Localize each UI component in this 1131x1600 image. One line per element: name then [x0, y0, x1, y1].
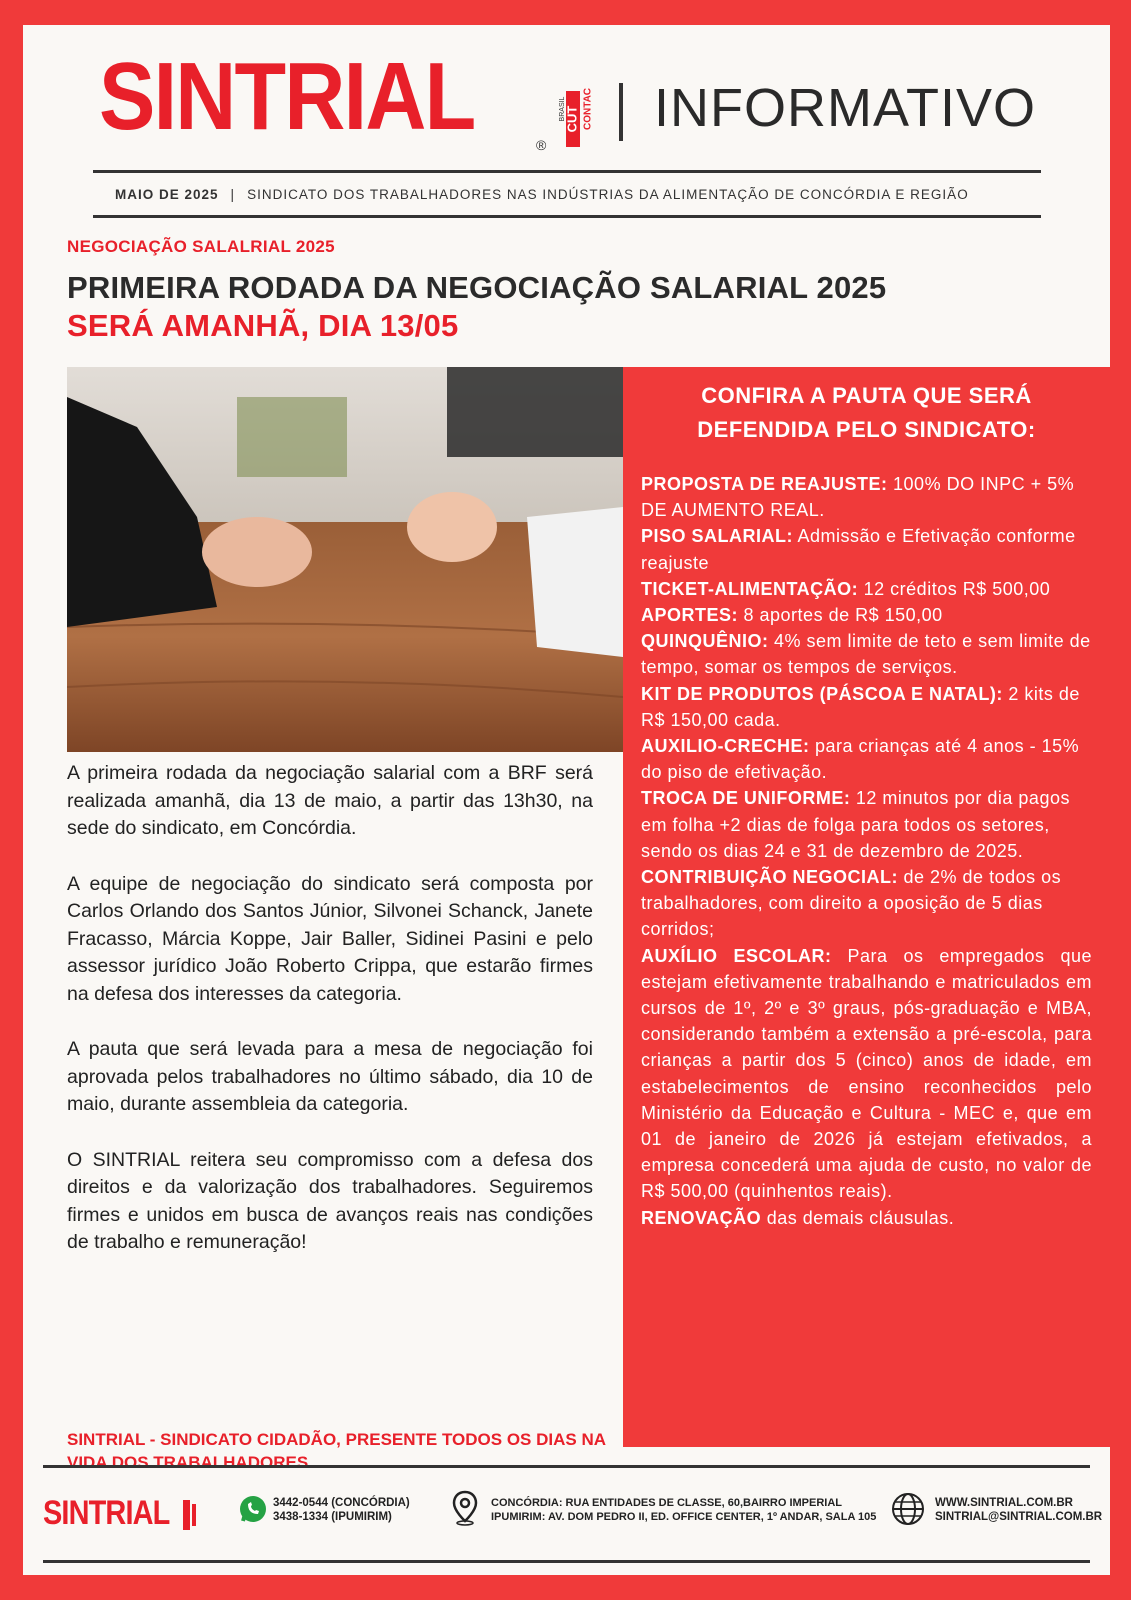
pauta-item-text: para crianças até 4 anos - 15% do piso de efetivação. [641, 736, 1080, 783]
pauta-item-text: 4% sem limite de teto e sem limite de tempo, somar os tempos de serviços. [641, 631, 1091, 678]
pauta-title-line2: DEFENDIDA PELO SINDICATO: [697, 417, 1036, 442]
location-pin-icon [451, 1490, 479, 1526]
headline-line1: PRIMEIRA RODADA DA NEGOCIAÇÃO SALARIAL 2025 [67, 270, 887, 305]
pauta-item-label: TROCA DE UNIFORME: [641, 788, 851, 809]
page-title: INFORMATIVO [654, 78, 1036, 138]
pauta-item-label: CONTRIBUIÇÃO NEGOCIAL: [641, 867, 898, 888]
footer-cut-logo [181, 1498, 199, 1532]
pauta-item-label: APORTES: [641, 605, 739, 626]
pauta-item-text: 100% DO INPC + 5% DE AUMENTO REAL. [641, 474, 1075, 521]
pauta-item [641, 864, 1092, 943]
paragraph: A pauta que será levada para a mesa de negociação foi aprovada pelos trabalhadores no último sábado, dia 10 de maio, durante assembleia da categoria. [67, 1038, 593, 1115]
pauta-item-label: QUINQUÊNIO: [641, 631, 769, 652]
cut-contac-logo [554, 69, 594, 149]
pauta-item-text: Admissão e Efetivação conforme reajuste [641, 526, 1076, 573]
paragraph: A equipe de negociação do sindicato será composta por Carlos Orlando dos Santos Júnior, Silvonei Schanck, Janete Fracasso, Márcia Koppe, Jair Baller, Sidinei Pasini e pelo assessor jurídico João Roberto Crippa, que estarão firmes na defesa dos interesses da categoria. [67, 872, 593, 1005]
pauta-item-text: 12 minutos por dia pagos em folha +2 dias de folga para todos os setores, sendo os dias 24 e 31 de dezembro de 2025. [641, 788, 1070, 861]
pauta-item [641, 523, 1092, 575]
paragraph: O SINTRIAL reitera seu compromisso com a defesa dos direitos e da valorização dos trabalhadores. Seguiremos firmes e unidos em busca de avanços reais nas condições de trabalho e remuneração! [67, 1148, 593, 1253]
headline-line2: SERÁ AMANHÃ, DIA 13/05 [67, 308, 459, 343]
web-contacts [935, 1496, 1102, 1524]
article-body [67, 760, 593, 1285]
address-ipumirim: IPUMIRIM: AV. DOM PEDRO II, ED. OFFICE CENTER, 1º ANDAR, SALA 105 [491, 1511, 877, 1523]
logo-cut-text: CUT [564, 105, 580, 133]
header [99, 43, 1059, 157]
pauta-item [641, 576, 1092, 602]
pauta-item-label: PROPOSTA DE REAJUSTE: [641, 474, 888, 494]
pauta-title-line1: CONFIRA A PAUTA QUE SERÁ [701, 383, 1032, 408]
pauta-item-text: 8 aportes de R$ 150,00 [738, 605, 943, 626]
pauta-item-label: KIT DE PRODUTOS (PÁSCOA E NATAL): [641, 683, 1003, 704]
pauta-item [641, 1205, 1092, 1231]
pauta-title [623, 379, 1110, 447]
separator: | [230, 186, 236, 202]
newsletter-page [23, 25, 1110, 1575]
pauta-item-text: Para os empregados que estejam efetivamente trabalhando e matriculados em cursos de 1º, 2º e 3º graus, pós-graduação e MBA, considerando também a extensão a pré-escola, para crianças a partir dos 5 (cinco) anos de idade, em estabelecimentos de ensino reconhecidos pelo Ministério da Educação e Cultura - MEC e, que em 01 de janeiro de 2026 já estejam efetivados, a empresa concederá uma ajuda de custo, no valor de R$ 500,00 (quinhentos reais). [641, 945, 1092, 1202]
addresses [491, 1496, 876, 1524]
address-concordia: CONCÓRDIA: RUA ENTIDADES DE CLASSE, 60,BAIRRO IMPERIAL [491, 1497, 843, 1509]
footer-logo: SINTRIAL [43, 1494, 170, 1532]
footer [43, 1465, 1103, 1563]
paragraph: A primeira rodada da negociação salarial com a BRF será realizada amanhã, dia 13 de maio, a partir das 13h30, na sede do sindicato, em Concórdia. [67, 762, 593, 839]
logo-contac-text: CONTAC [582, 87, 594, 131]
pauta-item [641, 733, 1092, 785]
pauta-item [641, 602, 1092, 628]
pauta-item-text: de 2% de todos os trabalhadores, com direito a oposição de 5 dias corridos; [641, 867, 1062, 940]
headline [67, 269, 1067, 345]
whatsapp-icon [238, 1494, 268, 1524]
pauta-item [641, 471, 1092, 523]
pauta-panel [623, 367, 1110, 1447]
sintrial-logo: SINTRIAL [99, 43, 475, 150]
website-link[interactable]: WWW.SINTRIAL.COM.BR [935, 1497, 1073, 1509]
globe-icon [891, 1492, 925, 1526]
registered-mark: ® [536, 137, 547, 153]
info-bar [93, 170, 1041, 218]
pauta-item-label: RENOVAÇÃO [641, 1207, 762, 1228]
section-label: NEGOCIAÇÃO SALALRIAL 2025 [67, 237, 335, 256]
pauta-item-label: AUXÍLIO ESCOLAR: [641, 945, 832, 966]
pauta-item-text: 2 kits de R$ 150,00 cada. [641, 683, 1080, 730]
pauta-item-label: PISO SALARIAL: [641, 526, 794, 547]
email-link[interactable]: SINTRIAL@SINTRIAL.COM.BR [935, 1511, 1103, 1523]
pauta-item-text: 12 créditos R$ 500,00 [858, 578, 1051, 599]
pauta-item [641, 785, 1092, 864]
issue-date: MAIO DE 2025 [115, 186, 219, 202]
phones [273, 1496, 410, 1524]
negotiation-photo [67, 367, 623, 752]
union-name: SINDICATO DOS TRABALHADORES NAS INDÚSTRIAS DA ALIMENTAÇÃO DE CONCÓRDIA E REGIÃO [247, 186, 969, 202]
phone-concordia[interactable]: 3442-0544 (CONCÓRDIA) [273, 1497, 410, 1509]
pauta-list [641, 471, 1092, 1231]
pauta-item-label: AUXILIO-CRECHE: [641, 736, 810, 757]
pauta-item-text: das demais cláusulas. [761, 1207, 955, 1228]
slogan: SINTRIAL - SINDICATO CIDADÃO, PRESENTE TODOS OS DIAS NA VIDA DOS TRABALHADORES. [67, 1430, 606, 1472]
phone-ipumirim[interactable]: 3438-1334 (IPUMIRIM) [273, 1511, 392, 1523]
pauta-item [641, 628, 1092, 680]
pauta-item-label: TICKET-ALIMENTAÇÃO: [641, 578, 859, 599]
pauta-item [641, 681, 1092, 733]
logo-brasil-text: BRASIL [559, 96, 566, 122]
header-divider [619, 83, 623, 141]
pauta-item [641, 943, 1092, 1205]
